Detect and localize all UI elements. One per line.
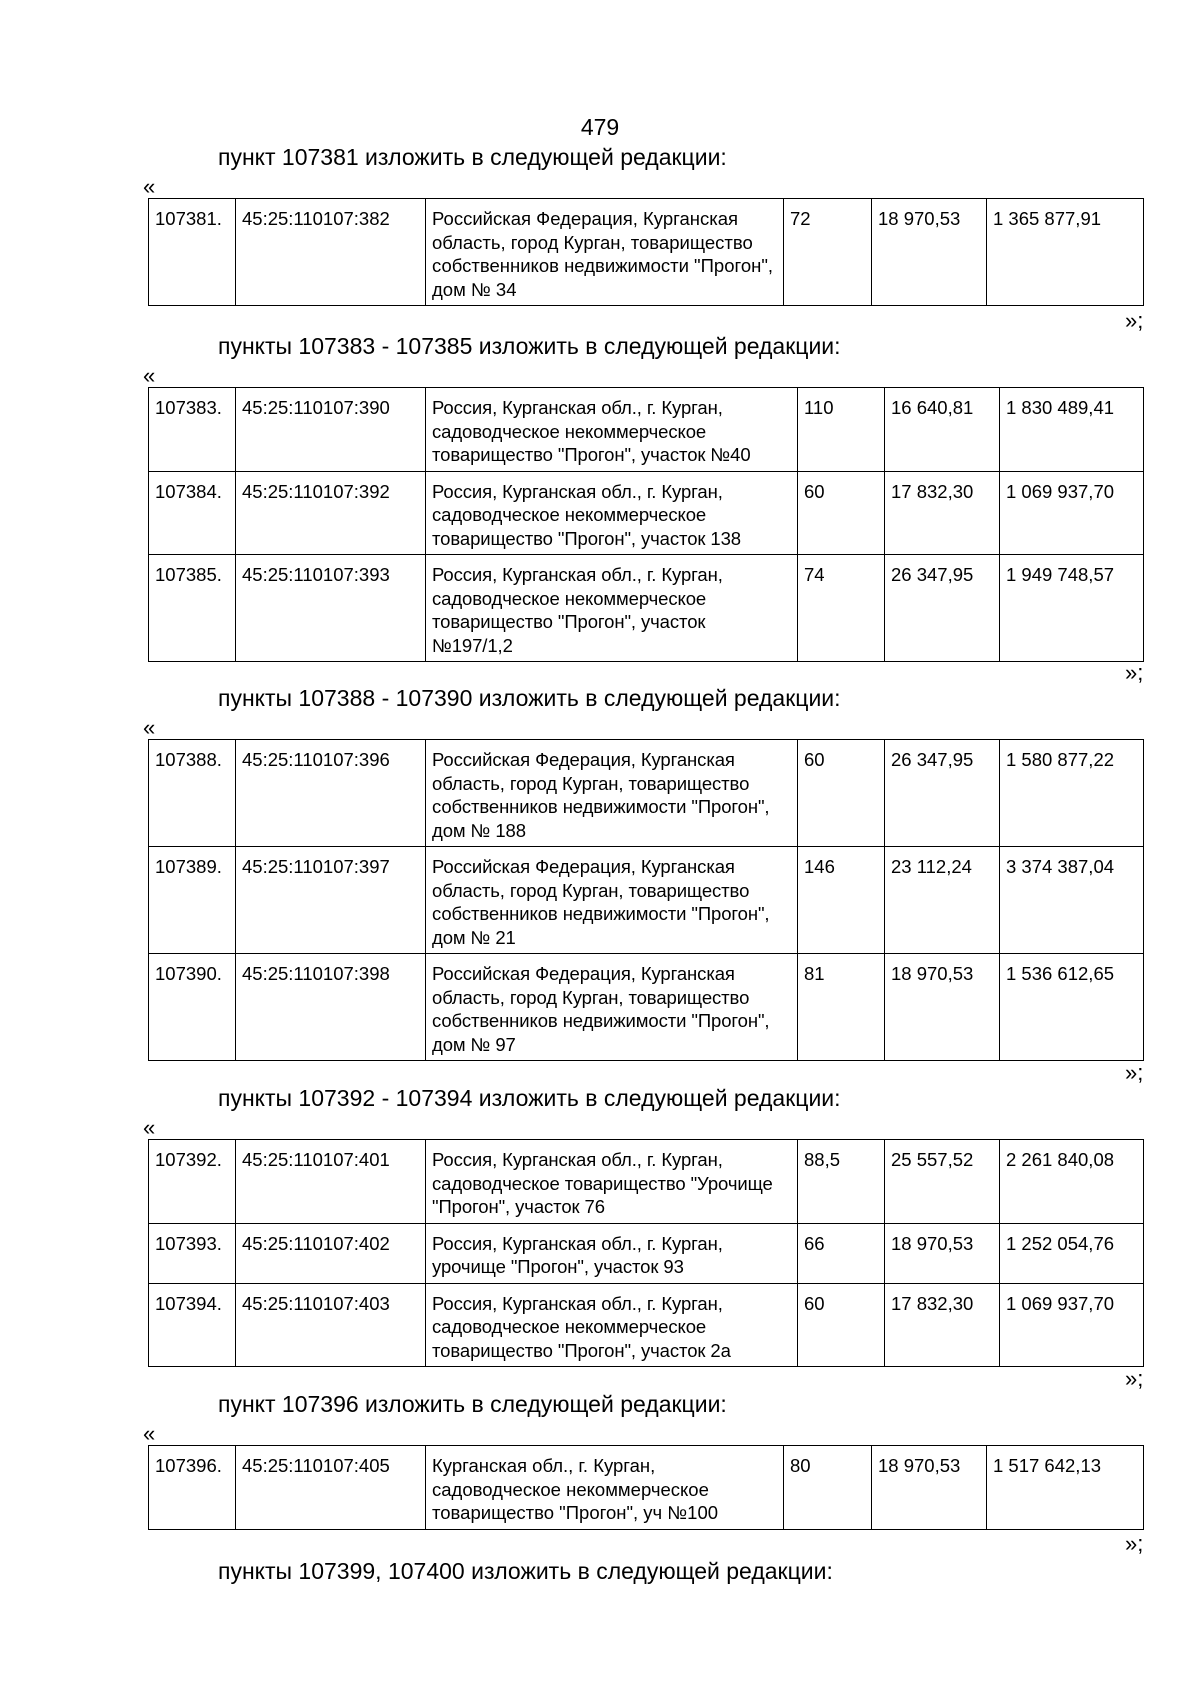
row-number: 107383. bbox=[149, 388, 236, 472]
total: 3 374 387,04 bbox=[1000, 847, 1144, 954]
cadastral-table bbox=[148, 387, 1144, 662]
price: 26 347,95 bbox=[885, 740, 1000, 847]
cadastral-table bbox=[148, 1445, 1144, 1530]
address: Российская Федерация, Курганская область, город Курган, товарищество собственников недвижимости "Прогон", дом № 97 bbox=[426, 954, 798, 1061]
cadastral-table bbox=[148, 739, 1144, 1061]
price: 18 970,53 bbox=[885, 954, 1000, 1061]
total: 1 517 642,13 bbox=[987, 1446, 1144, 1530]
cadastral-number: 45:25:110107:402 bbox=[236, 1223, 426, 1283]
cadastral-number: 45:25:110107:398 bbox=[236, 954, 426, 1061]
total: 1 252 054,76 bbox=[1000, 1223, 1144, 1283]
row-number: 107385. bbox=[149, 555, 236, 662]
row-number: 107389. bbox=[149, 847, 236, 954]
address: Российская Федерация, Курганская область, город Курган, товарищество собственников недвижимости "Прогон", дом № 188 bbox=[426, 740, 798, 847]
close-quote: »; bbox=[1125, 1060, 1144, 1085]
open-quote: « bbox=[143, 715, 156, 740]
cadastral-number: 45:25:110107:390 bbox=[236, 388, 426, 472]
price: 26 347,95 bbox=[885, 555, 1000, 662]
row-number: 107381. bbox=[149, 199, 236, 306]
table-row bbox=[149, 1283, 1144, 1367]
table-row bbox=[149, 1140, 1144, 1224]
table-row bbox=[149, 199, 1144, 306]
cadastral-number: 45:25:110107:403 bbox=[236, 1283, 426, 1367]
cadastral-number: 45:25:110107:397 bbox=[236, 847, 426, 954]
area: 146 bbox=[798, 847, 885, 954]
area: 74 bbox=[798, 555, 885, 662]
price: 25 557,52 bbox=[885, 1140, 1000, 1224]
area: 72 bbox=[784, 199, 872, 306]
row-number: 107396. bbox=[149, 1446, 236, 1530]
total: 2 261 840,08 bbox=[1000, 1140, 1144, 1224]
total: 1 365 877,91 bbox=[987, 199, 1144, 306]
row-number: 107390. bbox=[149, 954, 236, 1061]
address: Российская Федерация, Курганская область, город Курган, товарищество собственников недвижимости "Прогон", дом № 21 bbox=[426, 847, 798, 954]
total: 1 069 937,70 bbox=[1000, 471, 1144, 555]
price: 18 970,53 bbox=[885, 1223, 1000, 1283]
table-row bbox=[149, 471, 1144, 555]
address: Россия, Курганская обл., г. Курган, урочище "Прогон", участок 93 bbox=[426, 1223, 798, 1283]
total: 1 069 937,70 bbox=[1000, 1283, 1144, 1367]
area: 60 bbox=[798, 471, 885, 555]
address: Курганская обл., г. Курган, садоводческое некоммерческое товарищество "Прогон", уч №100 bbox=[426, 1446, 784, 1530]
price: 18 970,53 bbox=[872, 199, 987, 306]
price: 17 832,30 bbox=[885, 471, 1000, 555]
section-intro: пункты 107388 - 107390 изложить в следующей редакции: bbox=[218, 685, 841, 711]
area: 110 bbox=[798, 388, 885, 472]
open-quote: « bbox=[143, 1115, 156, 1140]
cadastral-number: 45:25:110107:405 bbox=[236, 1446, 426, 1530]
cadastral-table bbox=[148, 198, 1144, 306]
row-number: 107388. bbox=[149, 740, 236, 847]
close-quote: »; bbox=[1125, 1366, 1144, 1391]
table-row bbox=[149, 1446, 1144, 1530]
section-intro: пункты 107392 - 107394 изложить в следующей редакции: bbox=[218, 1085, 841, 1111]
address: Российская Федерация, Курганская область, город Курган, товарищество собственников недвижимости "Прогон", дом № 34 bbox=[426, 199, 784, 306]
address: Россия, Курганская обл., г. Курган, садоводческое некоммерческое товарищество "Прогон", участок №197/1,2 bbox=[426, 555, 798, 662]
page-number: 479 bbox=[580, 114, 620, 140]
close-quote: »; bbox=[1125, 1531, 1144, 1556]
area: 81 bbox=[798, 954, 885, 1061]
table-row bbox=[149, 847, 1144, 954]
cadastral-table bbox=[148, 1139, 1144, 1367]
area: 66 bbox=[798, 1223, 885, 1283]
address: Россия, Курганская обл., г. Курган, садоводческое некоммерческое товарищество "Прогон", участок 138 bbox=[426, 471, 798, 555]
table-row bbox=[149, 740, 1144, 847]
total: 1 580 877,22 bbox=[1000, 740, 1144, 847]
cadastral-number: 45:25:110107:382 bbox=[236, 199, 426, 306]
close-quote: »; bbox=[1125, 660, 1144, 685]
open-quote: « bbox=[143, 174, 156, 199]
cadastral-number: 45:25:110107:396 bbox=[236, 740, 426, 847]
price: 16 640,81 bbox=[885, 388, 1000, 472]
total: 1 949 748,57 bbox=[1000, 555, 1144, 662]
cadastral-number: 45:25:110107:392 bbox=[236, 471, 426, 555]
area: 60 bbox=[798, 1283, 885, 1367]
section-intro-final: пункты 107399, 107400 изложить в следующей редакции: bbox=[218, 1558, 833, 1584]
row-number: 107393. bbox=[149, 1223, 236, 1283]
row-number: 107394. bbox=[149, 1283, 236, 1367]
address: Россия, Курганская обл., г. Курган, садоводческое товарищество "Урочище "Прогон", участок 76 bbox=[426, 1140, 798, 1224]
table-row bbox=[149, 954, 1144, 1061]
price: 23 112,24 bbox=[885, 847, 1000, 954]
section-intro: пункт 107381 изложить в следующей редакции: bbox=[218, 144, 727, 170]
total: 1 536 612,65 bbox=[1000, 954, 1144, 1061]
table-row bbox=[149, 1223, 1144, 1283]
table-row bbox=[149, 555, 1144, 662]
area: 80 bbox=[784, 1446, 872, 1530]
address: Россия, Курганская обл., г. Курган, садоводческое некоммерческое товарищество "Прогон", участок №40 bbox=[426, 388, 798, 472]
price: 17 832,30 bbox=[885, 1283, 1000, 1367]
total: 1 830 489,41 bbox=[1000, 388, 1144, 472]
price: 18 970,53 bbox=[872, 1446, 987, 1530]
open-quote: « bbox=[143, 1421, 156, 1446]
area: 60 bbox=[798, 740, 885, 847]
area: 88,5 bbox=[798, 1140, 885, 1224]
open-quote: « bbox=[143, 363, 156, 388]
row-number: 107392. bbox=[149, 1140, 236, 1224]
address: Россия, Курганская обл., г. Курган, садоводческое некоммерческое товарищество "Прогон", участок 2а bbox=[426, 1283, 798, 1367]
table-row bbox=[149, 388, 1144, 472]
cadastral-number: 45:25:110107:401 bbox=[236, 1140, 426, 1224]
section-intro: пункт 107396 изложить в следующей редакции: bbox=[218, 1391, 727, 1417]
section-intro: пункты 107383 - 107385 изложить в следующей редакции: bbox=[218, 333, 841, 359]
close-quote: »; bbox=[1125, 308, 1144, 333]
cadastral-number: 45:25:110107:393 bbox=[236, 555, 426, 662]
row-number: 107384. bbox=[149, 471, 236, 555]
